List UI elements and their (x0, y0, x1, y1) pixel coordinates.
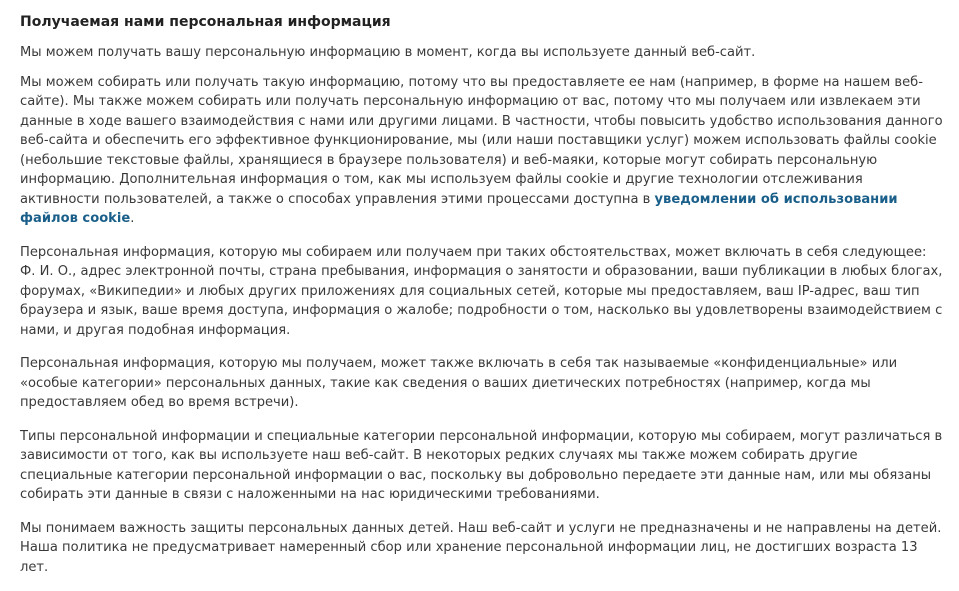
paragraph-5: Типы персональной информации и специальные категории персональной информации, которую мы собираем, могут различаться в зависимости от того, как вы используете наш веб-сайт. В некоторых редких случаях мы также можем собирать другие специальные категории персональной информации о вас, поскольку вы добровольно передаете эти данные нам, или мы обязаны собирать эти данные в связи с наложенными на нас юридическими требованиями. (20, 428, 943, 502)
paragraph-2-text: Мы можем собирать или получать такую информацию, потому что вы предоставляете ее нам (например, в форме на нашем веб-сайте). Мы также можем собирать или получать персональную информацию от вас, потому что мы получаем или извлекаем эти данные в ходе вашего взаимодействия с нами или другими лицами. В частности, чтобы повысить удобство использования данного веб-сайта и обеспечить его эффективное функционирование, мы (или наши поставщики услуг) можем использовать файлы cookie (небольшие текстовые файлы, хранящиеся в браузере пользователя) и веб-маяки, которые могут собирать персональную информацию. Дополнительная информация о том, как мы используем файлы cookie и другие технологии отслеживания активности пользователей, а также о способах управления этими процессами доступна в (20, 74, 943, 207)
paragraph-3: Персональная информация, которую мы собираем или получаем при таких обстоятельствах, может включать в себя следующее: Ф. И. О., адрес электронной почты, страна пребывания, информация о занятости и образовании, ваши публикации в любых блогах, форумах, «Википедии» и любых других приложениях для социальных сетей, которые мы предоставляем, ваш IP-адрес, ваш тип браузера и язык, ваше время доступа, информация о жалобе; подробности о том, насколько вы удовлетворены взаимодействием с нами, и другая подобная информация. (20, 244, 943, 338)
paragraph-4: Персональная информация, которую мы получаем, может также включать в себя так называемые «конфиденциальные» или «особые категории» персональных данных, такие как сведения о ваших диетических потребностях (например, когда мы предоставляем обед во время встречи). (20, 356, 898, 410)
document-content (20, 11, 944, 591)
cookie-notice-link[interactable]: уведомлении об использовании файлов cookie (20, 191, 898, 226)
paragraph-2 (20, 73, 944, 229)
paragraph-6: Мы понимаем важность защиты персональных данных детей. Наш веб-сайт и услуги не предназначены и не направлены на детей. Наша политика не предусматривает намеренный сбор или хранение персональной информации лиц, не достигших возраста 13 лет. (20, 520, 942, 575)
paragraph-1: Мы можем получать вашу персональную информацию в момент, когда вы используете данный веб-сайт. (20, 45, 756, 60)
section-title: Получаемая нами персональная информация (20, 14, 391, 30)
paragraph-2-end: . (130, 211, 135, 226)
